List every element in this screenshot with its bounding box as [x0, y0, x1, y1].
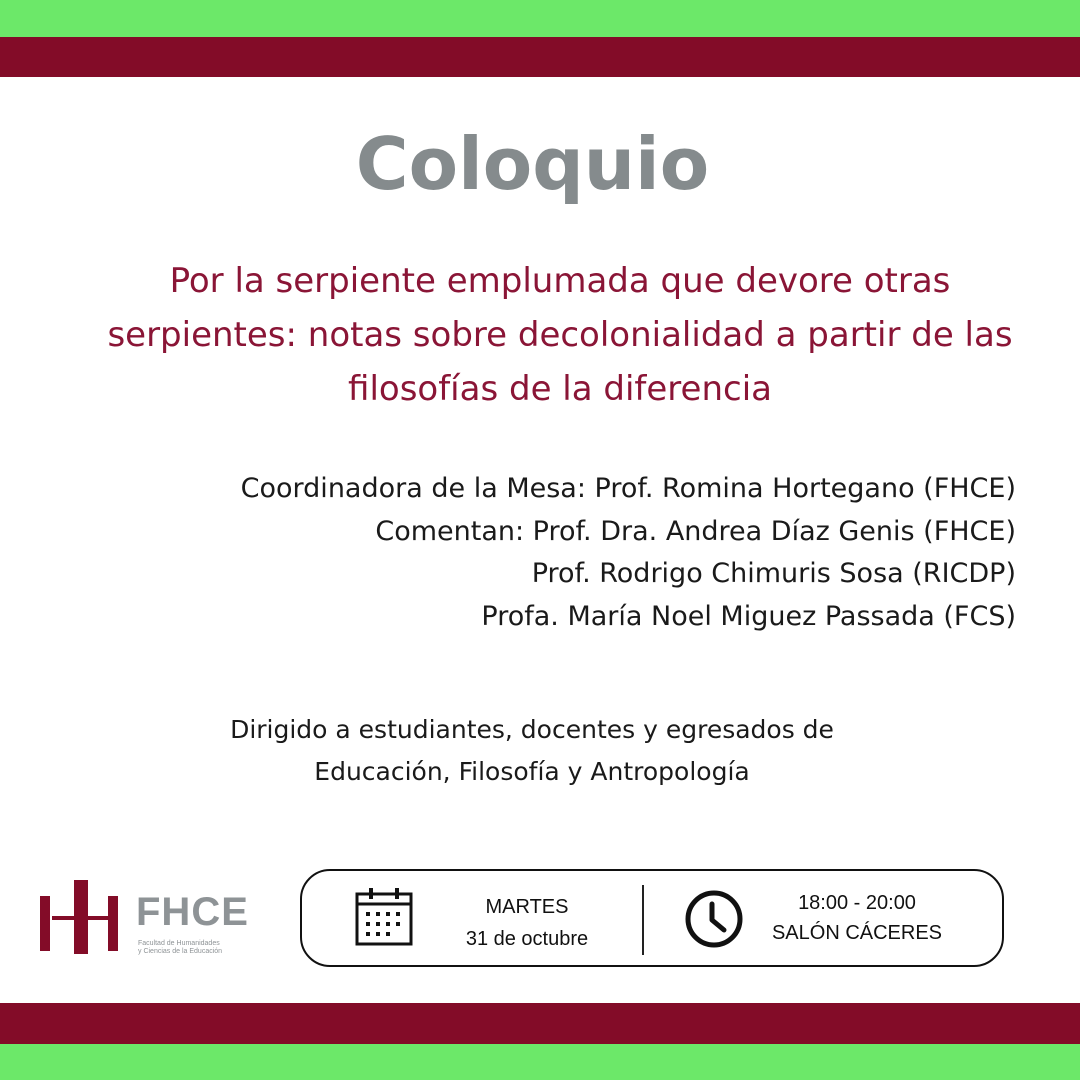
bottom-maroon-stripe	[0, 1003, 1080, 1044]
logo-subtitle	[138, 940, 222, 956]
page-title: Coloquio	[355, 122, 710, 206]
audience-line: Educación, Filosofía y Antropología	[314, 757, 750, 786]
fhce-emblem-icon	[40, 878, 120, 958]
event-date	[432, 891, 622, 955]
logo-name: FHCE	[136, 890, 249, 934]
talk-title-line: Por la serpiente emplumada que devore otras	[169, 261, 951, 301]
talk-title-line: serpientes: notas sobre decolonialidad a partir de las	[107, 315, 1013, 355]
clock-icon	[684, 889, 744, 949]
logo-subtitle-line: Facultad de Humanidades	[138, 940, 220, 947]
participant-line: Profa. María Noel Miguez Passada (FCS)	[481, 600, 1016, 632]
participants-list	[116, 468, 1016, 638]
participant-line: Coordinadora de la Mesa: Prof. Romina Hortegano (FHCE)	[240, 473, 1016, 504]
event-place: SALÓN CÁCERES	[771, 922, 943, 944]
event-info-box	[300, 869, 1004, 967]
participant-line: Comentan: Prof. Dra. Andrea Díaz Genis (FHCE)	[375, 515, 1016, 547]
talk-title-line: filosofías de la diferencia	[348, 369, 772, 409]
calendar-icon	[354, 886, 414, 948]
top-green-stripe	[0, 0, 1080, 37]
fhce-logo	[40, 878, 250, 960]
logo-subtitle-line: y Ciencias de la Educación	[138, 948, 223, 955]
event-time-place	[747, 888, 967, 948]
audience-note	[182, 709, 882, 793]
participant-line: Prof. Rodrigo Chimuris Sosa (RICDP)	[531, 558, 1016, 589]
event-time: 18:00 - 20:00	[798, 892, 916, 914]
bottom-green-stripe	[0, 1044, 1080, 1080]
audience-line: Dirigido a estudiantes, docentes y egresados de	[230, 715, 834, 744]
event-date-value: 31 de octubre	[465, 928, 589, 950]
talk-title	[60, 254, 1060, 416]
event-day: MARTES	[485, 896, 569, 918]
top-maroon-stripe	[0, 37, 1080, 77]
info-divider	[642, 885, 644, 955]
